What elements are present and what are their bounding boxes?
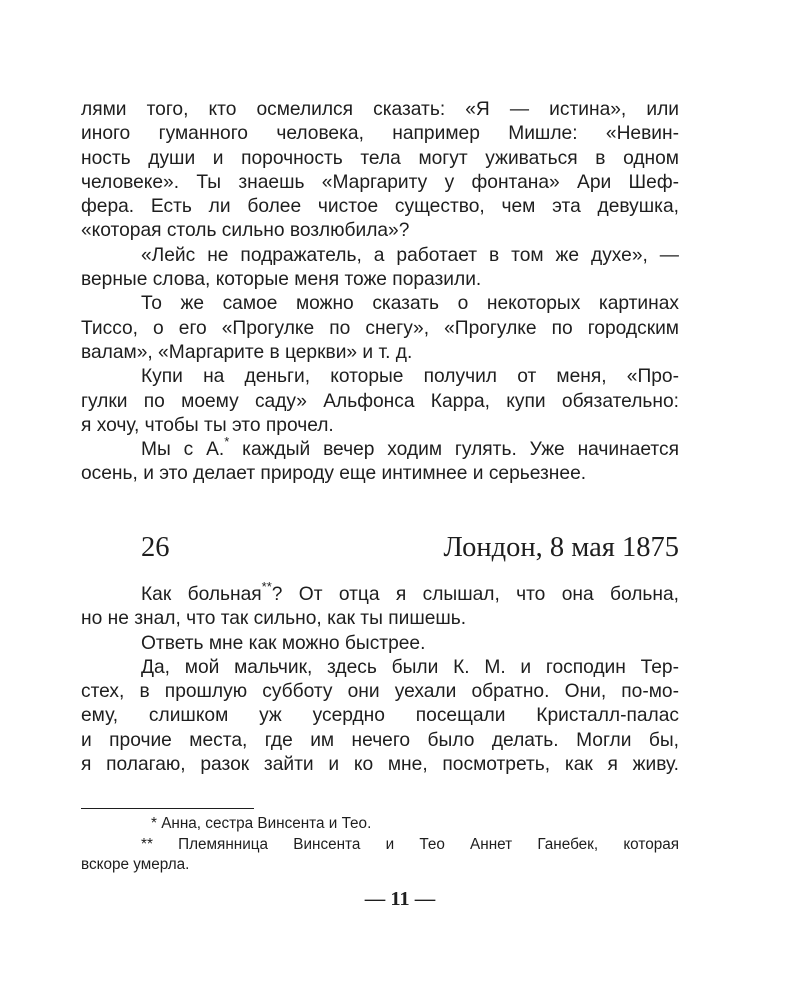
text-line: валам», «Маргарите в церкви» и т. д. <box>81 341 413 363</box>
text-line: ность души и порочность тела могут уживаться в одном <box>81 147 679 169</box>
text-line: «которая столь сильно возлюбила»? <box>81 220 410 242</box>
text-line: Тиссо, о его «Прогулке по снегу», «Прогулке по городским <box>81 317 679 339</box>
footnote-1: * Анна, сестра Винсента и Тео. <box>151 815 372 832</box>
text-line: лями того, кто осмелился сказать: «Я — истина», или <box>81 99 679 120</box>
footnote-2: ** Племянница Винсента и Тео Аннет Ганебек, которая <box>141 835 679 853</box>
text-line: «Лейс не подражатель, а работает в том же духе», — <box>141 244 679 266</box>
text-fragment: ? От отца я слышал, что она больна, <box>271 584 679 605</box>
letter-header <box>141 528 679 568</box>
footnote-divider <box>81 808 254 809</box>
text-line: осень, и это делает природу еще интимнее и серьезнее. <box>81 463 587 485</box>
footnote-ref-1: * <box>224 434 230 450</box>
footnote-ref-2: ** <box>261 579 272 594</box>
text-line: Ответь мне как можно быстрее. <box>141 632 426 654</box>
body-text-top <box>81 98 679 487</box>
text-line-with-footnote-ref <box>81 579 679 607</box>
page-number: — 11 — <box>364 888 436 910</box>
letter-body <box>81 579 679 777</box>
text-line: гулки по моему саду» Альфонса Карра, купи обязательно: <box>81 390 679 412</box>
text-fragment: Как больная <box>141 584 262 605</box>
letter-number: 26 <box>141 532 170 563</box>
text-line: ему, слишком уж усердно посещали Кристалл-палас <box>81 705 679 727</box>
letter-dateline: Лондон, 8 мая 1875 <box>443 532 679 563</box>
text-line: Да, мой мальчик, здесь были К. М. и господин Тер- <box>141 656 679 678</box>
text-line: я полагаю, разок зайти и ко мне, посмотреть, как я живу. <box>81 754 679 776</box>
text-line: иного гуманного человека, например Мишле: «Невин- <box>81 123 679 145</box>
text-line: стех, в прошлую субботу они уехали обратно. Они, по-мо- <box>81 681 679 703</box>
text-line: То же самое можно сказать о некоторых картинах <box>141 293 679 315</box>
footnote-2-continued: вскоре умерла. <box>81 856 190 873</box>
footnotes <box>81 814 679 876</box>
text-line: верные слова, которые меня тоже поразили. <box>81 269 482 291</box>
text-line: человеке». Ты знаешь «Маргариту у фонтана» Ари Шеф- <box>81 171 679 193</box>
text-line: фера. Есть ли более чистое существо, чем эта девушка, <box>81 196 679 218</box>
text-line-with-footnote-ref <box>81 434 679 462</box>
text-line: но не знал, что так сильно, как ты пишешь. <box>81 608 467 630</box>
text-line: я хочу, чтобы ты это прочел. <box>81 414 334 436</box>
text-fragment: Мы с А. <box>141 439 225 461</box>
text-line: и прочие места, где им нечего было делать. Могли бы, <box>81 729 679 751</box>
text-line: Купи на деньги, которые получил от меня, «Про- <box>141 366 679 388</box>
text-fragment: каждый вечер ходим гулять. Уже начинается <box>229 439 679 461</box>
